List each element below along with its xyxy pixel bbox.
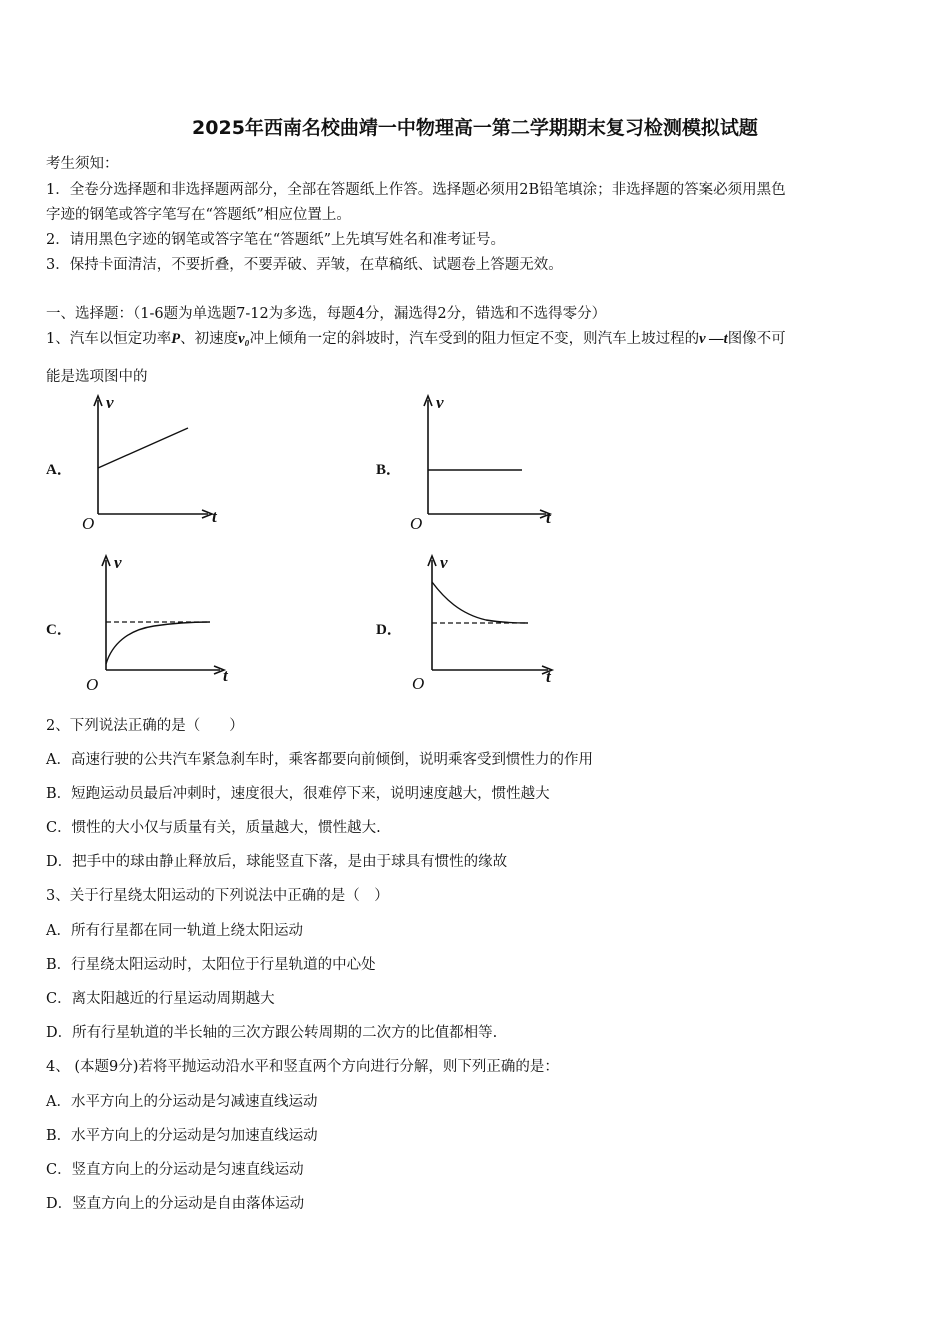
- graph-b-origin: O: [410, 514, 423, 533]
- question-3-option-b: B．行星绕太阳运动时，太阳位于行星轨道的中心处: [46, 957, 376, 973]
- notice-item-1-cont: 字迹的钢笔或答字笔写在“答题纸”相应位置上。: [46, 207, 351, 223]
- graph-c-origin: O: [86, 675, 99, 694]
- question-3-option-c: C．离太阳越近的行星运动周期越大: [46, 991, 275, 1007]
- graph-a: [78, 392, 228, 532]
- notice-item-3: 3．保持卡面清洁，不要折叠，不要弄破、弄皱，在草稿纸、试题卷上答题无效。: [46, 257, 563, 273]
- notice-item-2: 2．请用黑色字迹的钢笔或答字笔在“答题纸”上先填写姓名和准考证号。: [46, 232, 506, 248]
- graph-a-origin: O: [82, 514, 95, 533]
- graph-c-curve: [106, 622, 210, 664]
- graph-d-curve: [432, 582, 528, 623]
- question-2-option-c: C．惯性的大小仅与质量有关，质量越大，惯性越大.: [46, 820, 381, 836]
- q1-symbol-v0: v₀: [238, 331, 250, 347]
- notice-item-1: 1．全卷分选择题和非选择题两部分，全部在答题纸上作答。选择题必须用2B铅笔填涂；非选择题的答案必须用黑色: [46, 182, 786, 198]
- question-4-option-b: B．水平方向上的分运动是匀加速直线运动: [46, 1128, 318, 1144]
- question-3-stem: 3、关于行星绕太阳运动的下列说法中正确的是（ ）: [46, 888, 389, 904]
- question-4-option-a: A．水平方向上的分运动是匀减速直线运动: [46, 1094, 318, 1110]
- section-heading: 一、选择题：（1-6题为单选题7-12为多选，每题4分，漏选得2分，错选和不选得零分）: [46, 306, 607, 322]
- q1-prefix: 1、汽车以恒定功率: [46, 331, 172, 347]
- graph-a-v-label: v: [106, 393, 114, 412]
- question-3-option-a: A．所有行星都在同一轨道上绕太阳运动: [46, 923, 303, 939]
- question-3-option-d: D．所有行星轨道的半长轴的三次方跟公转周期的二次方的比值都相等.: [46, 1025, 498, 1041]
- question-2-stem: 2、下列说法正确的是（ ）: [46, 718, 244, 734]
- question-1-stem-cont: 能是选项图中的: [46, 369, 148, 385]
- q1-symbol-vt: v —t: [699, 331, 728, 347]
- graph-a-curve: [98, 428, 188, 468]
- question-4-stem: 4、 (本题9分)若将平抛运动沿水平和竖直两个方向进行分解，则下列正确的是：: [46, 1059, 559, 1075]
- graph-a-t-label: t: [212, 507, 217, 526]
- q1-mid2: 冲上倾角一定的斜坡时，汽车受到的阻力恒定不变，则汽车上坡过程的: [249, 331, 700, 347]
- question-4-option-d: D．竖直方向上的分运动是自由落体运动: [46, 1196, 305, 1212]
- question-4-option-c: C．竖直方向上的分运动是匀速直线运动: [46, 1162, 304, 1178]
- graph-b-t-label: t: [546, 508, 551, 527]
- q1-symbol-p: P: [171, 331, 181, 347]
- graph-b-v-label: v: [436, 393, 444, 412]
- question-2-option-d: D．把手中的球由静止释放后，球能竖直下落，是由于球具有惯性的缘故: [46, 854, 508, 870]
- question-1-stem: [46, 327, 786, 348]
- graph-d-t-label: t: [546, 667, 551, 686]
- graph-c-v-label: v: [114, 553, 122, 572]
- graph-c-t-label: t: [223, 666, 228, 685]
- graph-b: [408, 392, 558, 532]
- q1-option-b-label: B．: [376, 462, 402, 478]
- graph-d: [410, 552, 570, 692]
- q1-option-d-label: D．: [376, 622, 402, 638]
- q1-mid1: 、初速度: [180, 331, 239, 347]
- graph-d-origin: O: [412, 674, 425, 693]
- q1-suffix: 图像不可: [727, 331, 786, 347]
- q1-option-c-label: C．: [46, 622, 72, 638]
- question-2-option-a: A．高速行驶的公共汽车紧急刹车时，乘客都要向前倾倒，说明乘客受到惯性力的作用: [46, 752, 593, 768]
- notice-heading: 考生须知：: [46, 156, 119, 172]
- page-title: 2025年西南名校曲靖一中物理高一第二学期期末复习检测模拟试题: [192, 117, 758, 139]
- question-2-option-b: B．短跑运动员最后冲刺时，速度很大，很难停下来，说明速度越大，惯性越大: [46, 786, 550, 802]
- q1-option-a-label: A．: [46, 462, 72, 478]
- graph-c: [84, 552, 244, 692]
- graph-d-v-label: v: [440, 553, 448, 572]
